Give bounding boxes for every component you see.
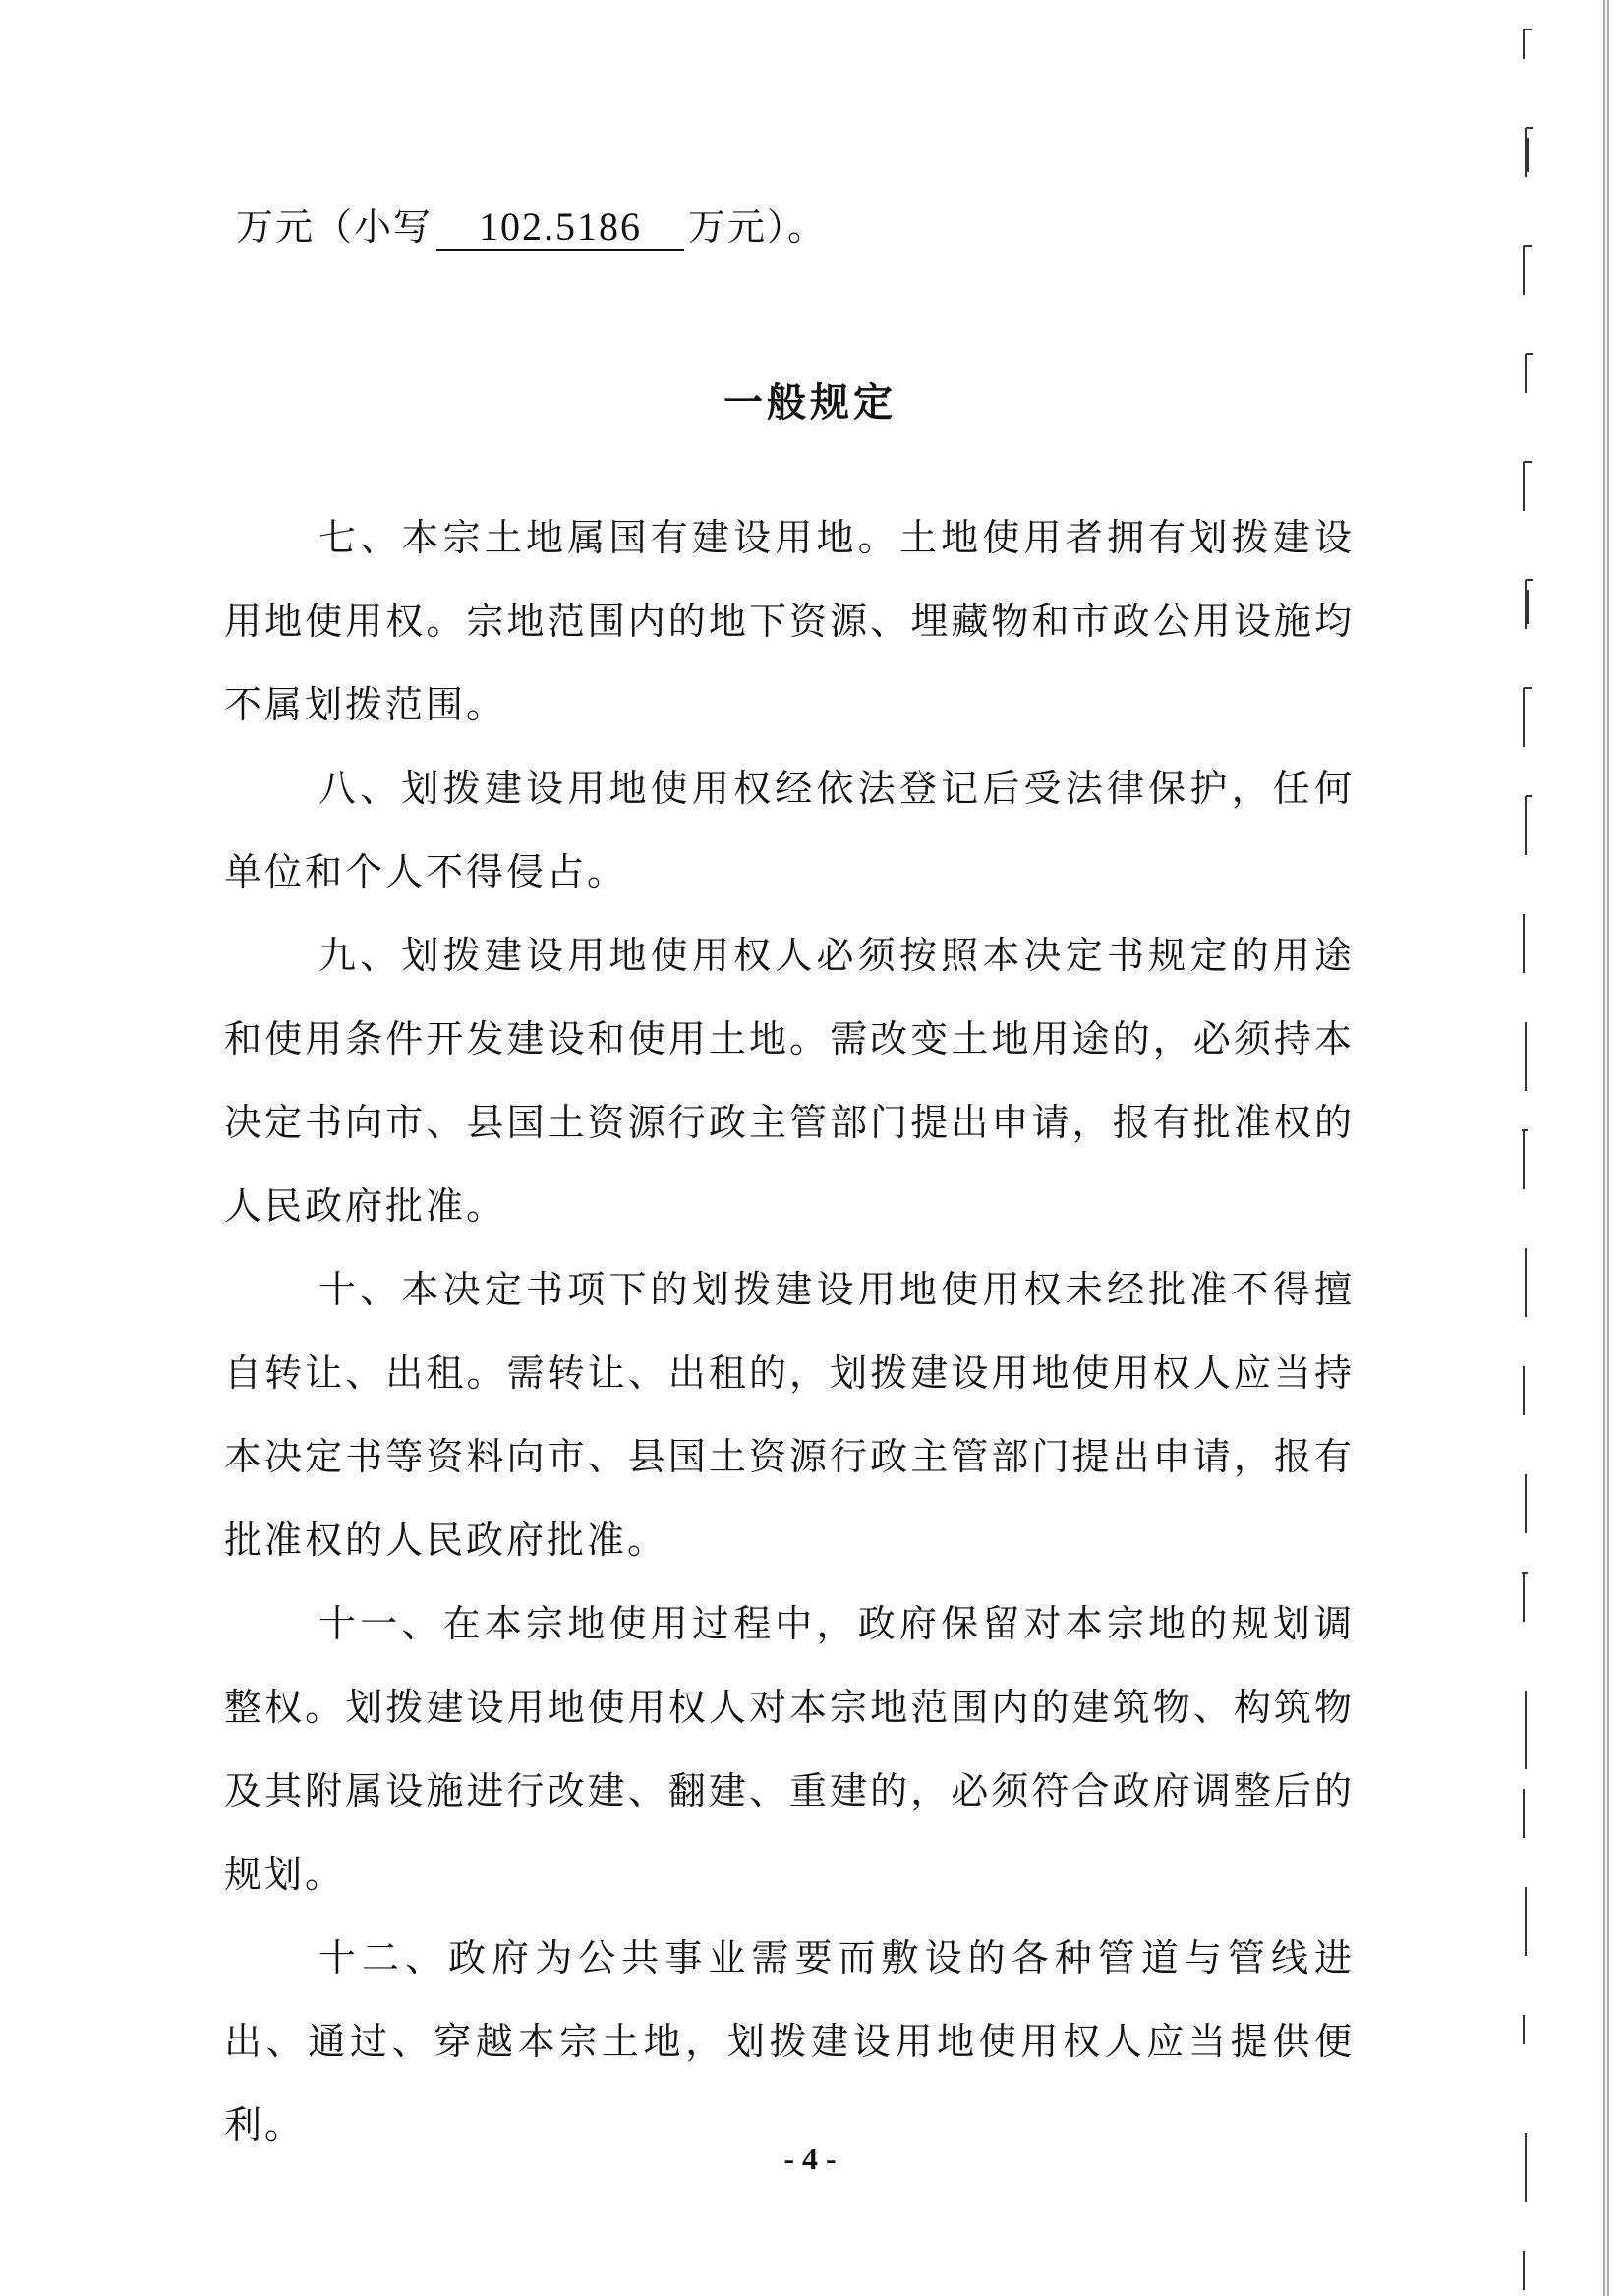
- paragraph-11: 十一、在本宗地使用过程中，政府保留对本宗地的规划调整权。划拨建设用地使用权人对本宗地范围内的建筑物、构筑物及其附属设施进行改建、翻建、重建的，必须符合政府调整后的规划。: [224, 1602, 1355, 1896]
- section-title: 一般规定: [723, 380, 897, 426]
- amount-prefix: 万元（小写: [236, 205, 434, 249]
- page-number: - 4 -: [783, 2141, 837, 2176]
- paragraph-10: 十、本决定书项下的划拨建设用地使用权未经批准不得擅自转让、出租。需转让、出租的，划拨建设用地使用权人应当持本决定书等资料向市、县国土资源行政主管部门提出申请，报有批准权的人民政府批准。: [224, 1268, 1355, 1562]
- paragraph-12: 十二、政府为公共事业需要而敷设的各种管道与管线进出、通过、穿越本宗土地，划拨建设用地使用权人应当提供便利。: [224, 1936, 1355, 2147]
- amount-value: 102.5186: [436, 205, 684, 251]
- body-text: [224, 496, 1355, 2167]
- paragraph-9: 九、划拨建设用地使用权人必须按照本决定书规定的用途和使用条件开发建设和使用土地。需改变土地用途的，必须持本决定书向市、县国土资源行政主管部门提出申请，报有批准权的人民政府批准。: [224, 934, 1355, 1228]
- amount-line: [236, 197, 827, 251]
- paragraph-8: 八、划拨建设用地使用权经依法登记后受法律保护，任何单位和个人不得侵占。: [224, 767, 1355, 893]
- paragraph-7: 七、本宗土地属国有建设用地。土地使用者拥有划拨建设用地使用权。宗地范围内的地下资源、埋藏物和市政公用设施均不属划拨范围。: [224, 516, 1355, 726]
- amount-suffix: 万元）。: [688, 205, 828, 249]
- scan-edge-artifact: [1502, 0, 1620, 2296]
